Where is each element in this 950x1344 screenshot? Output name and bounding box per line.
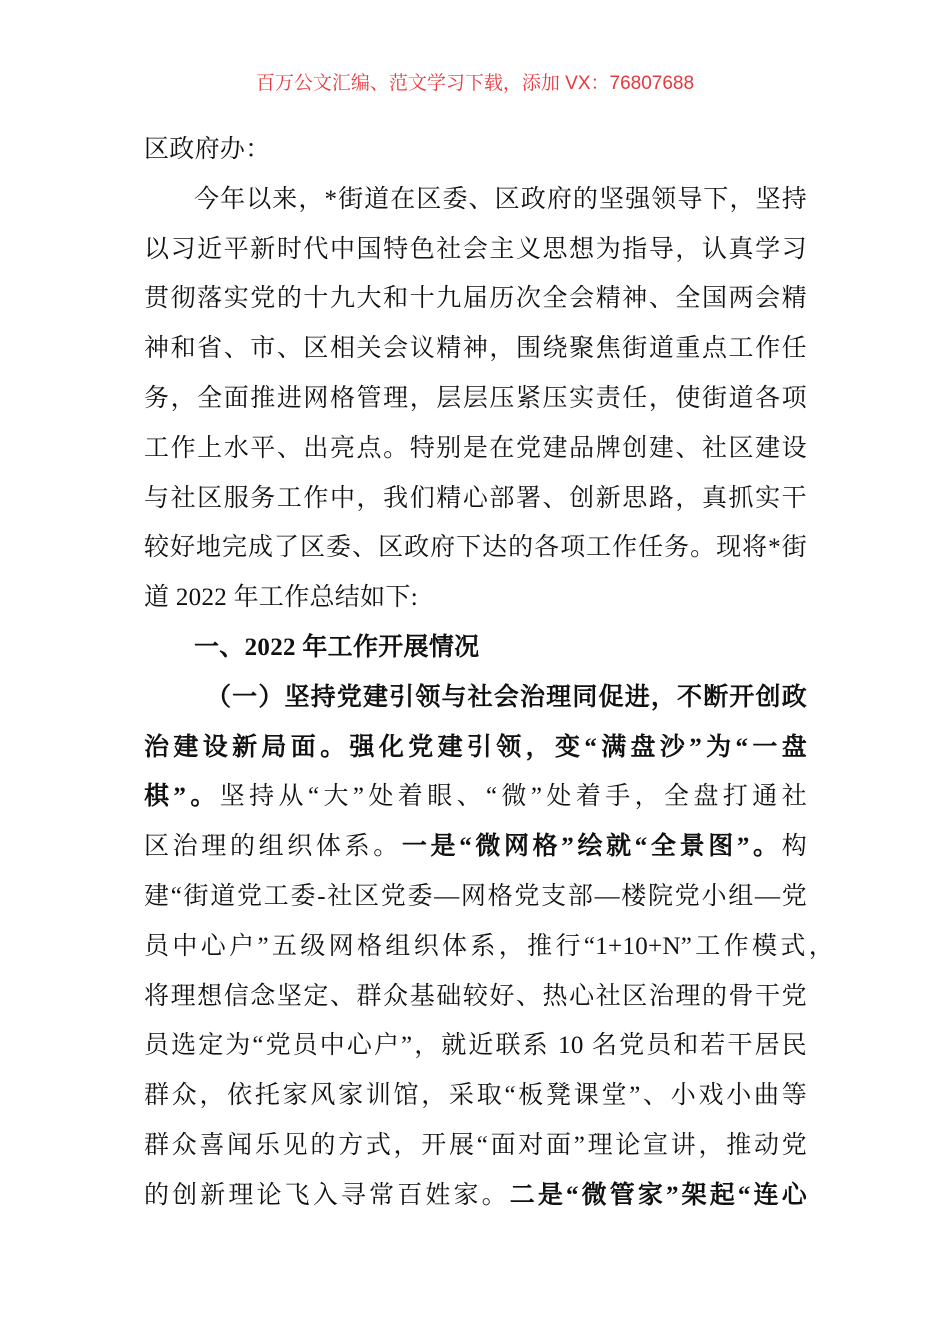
watermark-header: 百万公文汇编、范文学习下载，添加 VX：76807688 bbox=[255, 73, 695, 94]
bold-text: （一）坚持党建引领与社会治理同促进，不断开创政 bbox=[206, 683, 807, 711]
paragraph-line bbox=[144, 977, 807, 1027]
text: 以习近平新时代中国特色社会主义思想为指导，认真学习 bbox=[144, 235, 807, 263]
text: 建“街道党工委-社区党委—网格党支部—楼院党小组—党 bbox=[144, 882, 807, 910]
text: 道 2022 年工作总结如下: bbox=[144, 584, 418, 612]
paragraph-line bbox=[144, 528, 807, 578]
text: 区治理的组织体系。 bbox=[144, 833, 402, 861]
paragraph-line bbox=[144, 329, 807, 379]
bold-text: 一是“微网格”绘就“全景图”。 bbox=[401, 833, 782, 861]
text: 今年以来，*街道在区委、区政府的坚强领导下，坚持 bbox=[194, 185, 807, 213]
paragraph-line bbox=[144, 1176, 807, 1226]
paragraph-line bbox=[144, 1076, 807, 1126]
text: 将理想信念坚定、群众基础较好、热心社区治理的骨干党 bbox=[144, 982, 807, 1010]
document-body bbox=[144, 130, 834, 1226]
paragraph-line bbox=[144, 578, 807, 628]
text: 神和省、市、区相关会议精神，围绕聚焦街道重点工作任 bbox=[144, 335, 807, 363]
text: 员选定为“党员中心户”，就近联系 10 名党员和若干居民 bbox=[144, 1032, 807, 1060]
text: 群众喜闻乐见的方式，开展“面对面”理论宣讲，推动党 bbox=[144, 1131, 807, 1159]
paragraph-line bbox=[144, 230, 807, 280]
bold-text: 棋”。 bbox=[144, 783, 220, 811]
text: 构 bbox=[781, 833, 807, 861]
text: 员中心户”五级网格组织体系，推行“1+10+N”工作模式， bbox=[144, 932, 834, 960]
paragraph-line bbox=[144, 279, 807, 329]
salutation bbox=[144, 130, 807, 180]
paragraph-line bbox=[144, 927, 834, 977]
paragraph-line bbox=[144, 479, 807, 529]
paragraph-line bbox=[144, 1026, 807, 1076]
paragraph-line bbox=[144, 429, 807, 479]
paragraph-line bbox=[144, 379, 807, 429]
bold-text: 二是“微管家”架起“连心 bbox=[509, 1181, 807, 1209]
paragraph-line bbox=[144, 1126, 807, 1176]
text: 坚持从“大”处着眼、“微”处着手，全盘打通社 bbox=[219, 783, 807, 811]
text: 务，全面推进网格管理，层层压紧压实责任，使街道各项 bbox=[144, 384, 807, 412]
text: 的创新理论飞入寻常百姓家。 bbox=[144, 1181, 510, 1209]
text: 群众，依托家风家训馆，采取“板凳课堂”、小戏小曲等 bbox=[144, 1082, 807, 1110]
paragraph-line bbox=[144, 678, 807, 728]
text: 与社区服务工作中，我们精心部署、创新思路，真抓实干 bbox=[144, 484, 807, 512]
bold-text: 一、2022 年工作开展情况 bbox=[194, 633, 480, 661]
paragraph-line bbox=[144, 827, 807, 877]
paragraph-line bbox=[144, 728, 807, 778]
paragraph-line bbox=[144, 777, 807, 827]
text: 工作上水平、出亮点。特别是在党建品牌创建、社区建设 bbox=[144, 434, 807, 462]
section-heading bbox=[144, 628, 807, 678]
paragraph-line bbox=[144, 180, 807, 230]
text: 区政府办： bbox=[144, 136, 271, 163]
paragraph-line bbox=[144, 877, 807, 927]
text: 贯彻落实党的十九大和十九届历次全会精神、全国两会精 bbox=[144, 285, 807, 313]
text: 较好地完成了区委、区政府下达的各项工作任务。现将*街 bbox=[144, 534, 807, 562]
bold-text: 治建设新局面。强化党建引领，变“满盘沙”为“一盘 bbox=[144, 733, 807, 761]
